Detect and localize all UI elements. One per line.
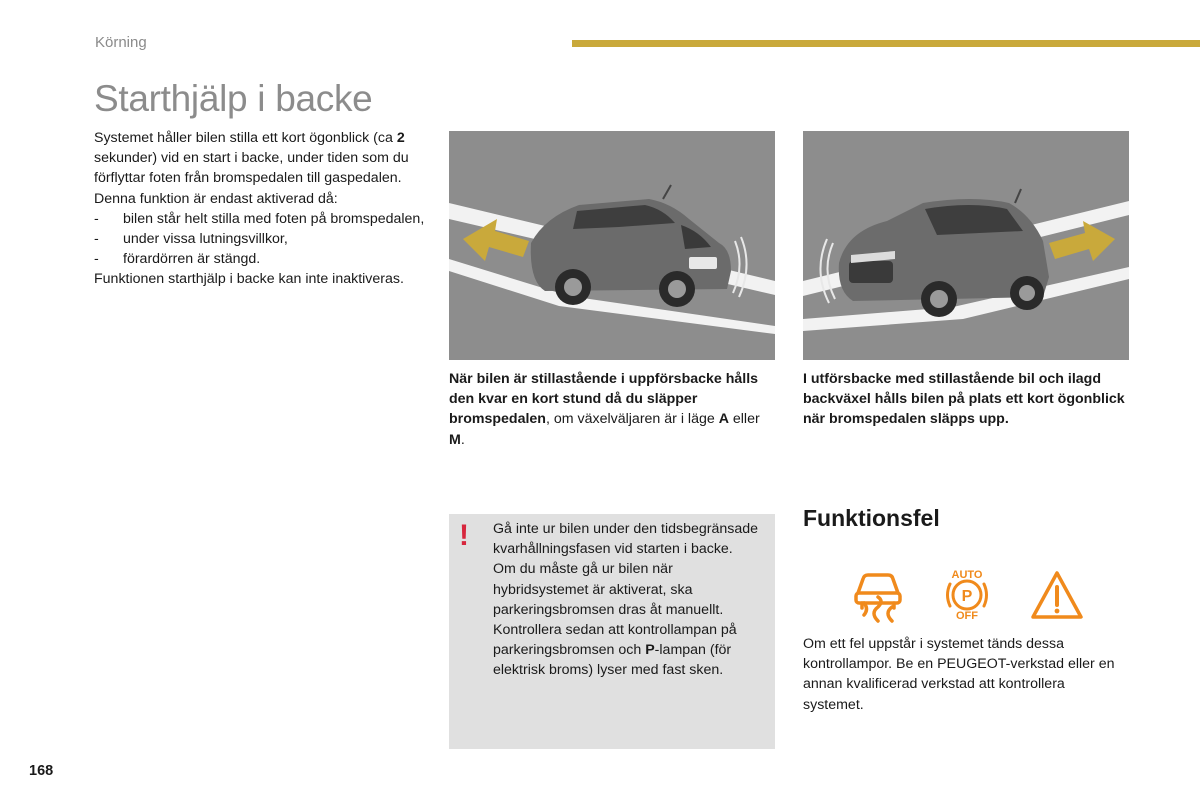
intro-text (94, 128, 429, 290)
mode-a: A (718, 411, 729, 428)
auto-parking-brake-off-icon (948, 569, 987, 622)
fault-heading: Funktionsfel (803, 505, 940, 531)
svg-text:P: P (961, 588, 973, 605)
conditions-list (94, 209, 429, 270)
warning-text: Gå inte ur bilen under den tidsbegränsade kvarhållningsfasen vid starten i backe. Om du måste gå ur bilen när hybridsystemet är aktiverat, ska parkeringsbromsen dras åt manuellt. Kontrollera sedan att kontrollampan på parkeringsbromsen och P-lampan (för elektrisk broms) lyser med fast sken. (493, 521, 759, 679)
conditions-lead: Denna funktion är endast aktiverad då: (94, 190, 338, 207)
section-label: Körning (95, 34, 147, 51)
list-item: - bilen står helt stilla med foten på bromspedalen, (94, 210, 425, 227)
exclamation-icon: ! (459, 519, 469, 552)
page-title: Starthjälp i backe (94, 78, 373, 119)
warning-lamps (850, 567, 1090, 623)
page-number: 168 (29, 763, 54, 779)
skid-warning-icon (856, 575, 900, 621)
downhill-caption: I utförsbacke med stillastående bil och ilagd backväxel hålls bilen på plats ett kort ögonblick när bromspedalen släpps upp. (803, 371, 1125, 428)
seconds-value: 2 (396, 130, 405, 146)
list-item: - under vissa lutningsvillkor, (94, 231, 288, 248)
svg-text:AUTO: AUTO (951, 569, 983, 581)
intro-paragraph: Systemet håller bilen stilla ett kort ögonblick (ca 2 sekunder) vid en start i backe, under tiden som du förflyttar foten från bromspedalen till gaspedalen. (94, 130, 409, 187)
fault-description: Om ett fel uppstår i systemet tänds dessa kontrollampor. Be en PEUGEOT-verkstad eller en annan kvalificerad verkstad att kontrollera systemet. (803, 636, 1115, 713)
header-accent-bar (572, 40, 1200, 47)
warning-triangle-icon (1033, 573, 1081, 617)
uphill-illustration (449, 131, 775, 360)
svg-text:OFF: OFF (956, 610, 978, 622)
mode-m: M (449, 431, 461, 448)
list-item: - förardörren är stängd. (94, 251, 261, 268)
uphill-caption: När bilen är stillastående i uppförsbacke hålls den kvar en kort stund då du släpper bromspedalen, om växelväljaren är i läge A eller M. (449, 371, 760, 448)
downhill-illustration (803, 131, 1129, 360)
closing-note: Funktionen starthjälp i backe kan inte inaktiveras. (94, 271, 404, 288)
